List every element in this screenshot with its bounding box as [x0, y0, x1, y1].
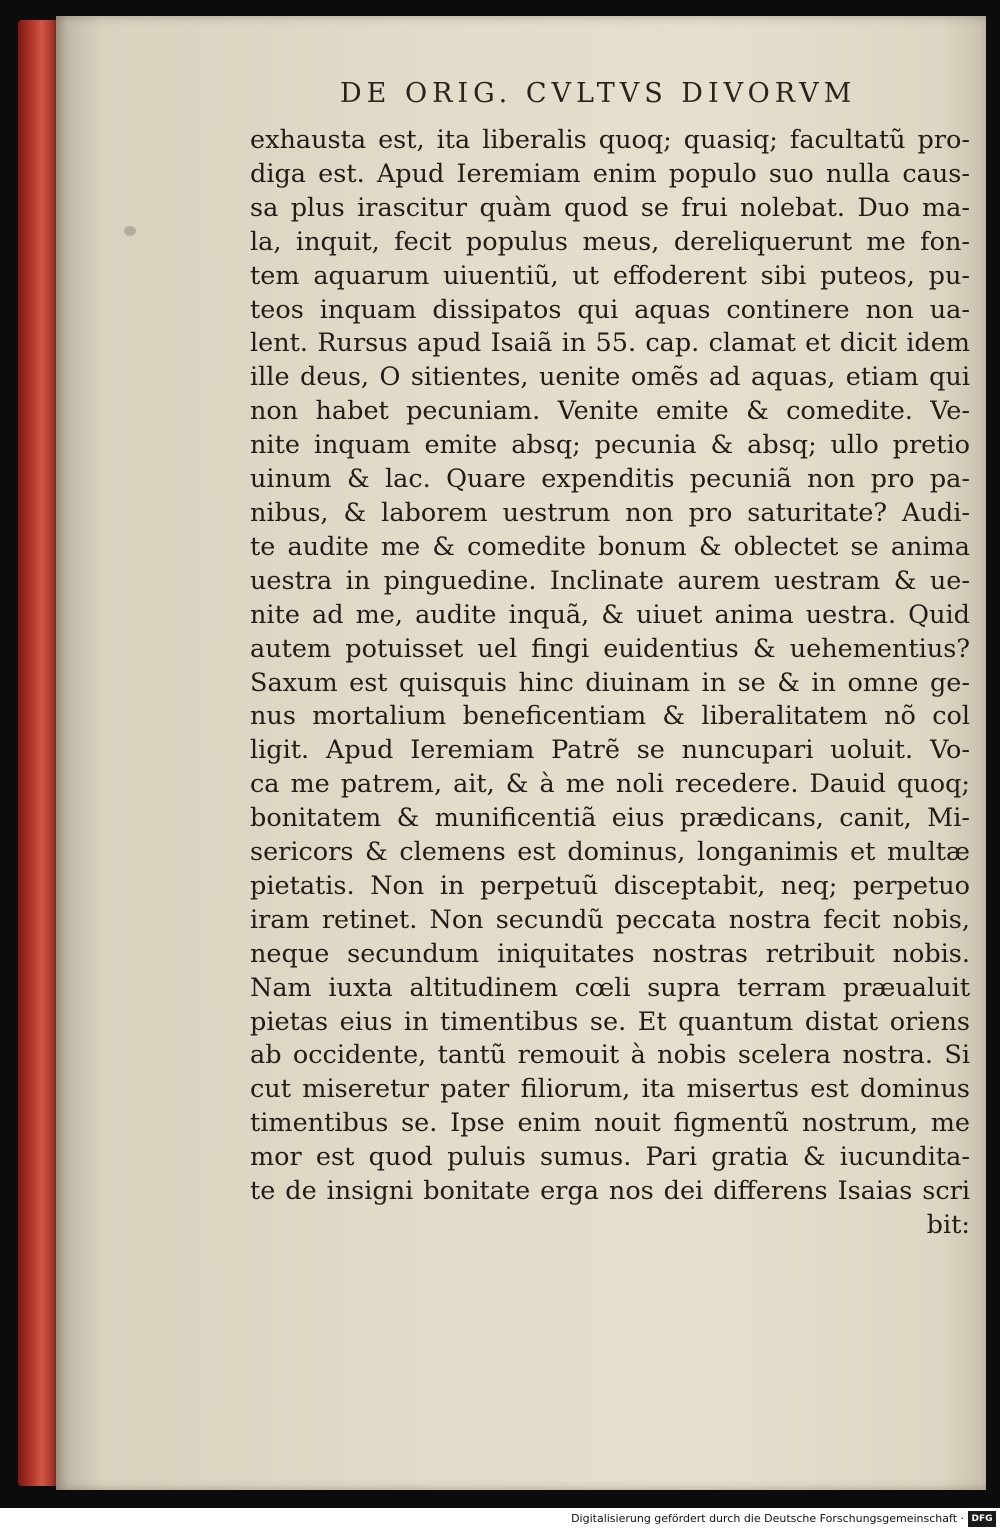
text-line: sericors & clemens est dominus, longanimis et multæ [250, 837, 970, 868]
text-line: cut miseretur pater filiorum, ita misertus est dominus [250, 1074, 970, 1105]
text-line: tem aquarum uiuentiũ, ut effoderent sibi puteos, pu- [250, 260, 970, 291]
text-line: te audite me & comedite bonum & oblectet se anima [250, 531, 970, 562]
dfg-logo: DFG [968, 1511, 996, 1527]
text-line: iram retinet. Non secundũ peccata nostra fecit nobis, [250, 904, 970, 935]
text-line: ca me patrem, ait, & à me noli recedere. Dauid quoq; [250, 769, 970, 800]
text-line: timentibus se. Ipse enim nouit figmentũ nostrum, me [250, 1108, 970, 1139]
text-line: mor est quod puluis sumus. Pari gratia & iucundita- [250, 1142, 970, 1173]
text-line: teos inquam dissipatos qui aquas continere non ua- [250, 294, 970, 325]
funding-notice: Digitalisierung gefördert durch die Deutsche Forschungsgemeinschaft · [571, 1512, 964, 1525]
text-line: Nam iuxta altitudinem cœli supra terram præualuit [250, 972, 970, 1003]
text-line: diga est. Apud Ieremiam enim populo suo nulla caus- [250, 158, 970, 189]
text-line: nibus, & laborem uestrum non pro saturitate? Audi- [250, 497, 970, 528]
paper-smudge [124, 226, 136, 236]
text-line: la, inquit, fecit populus meus, dereliquerunt me fon- [250, 226, 970, 257]
text-line: exhausta est, ita liberalis quoq; quasiq; facultatũ pro- [250, 125, 970, 155]
text-line: lent. Rursus apud Isaiã in 55. cap. clamat et dicit idem [250, 328, 970, 359]
book-edge [18, 20, 58, 1486]
text-line: ille deus, O sitientes, uenite omẽs ad aquas, etiam qui [250, 362, 970, 393]
text-line: autem potuisset uel fingi euidentius & uehementius? [250, 633, 970, 664]
text-line: nite ad me, audite inquã, & uiuet anima uestra. Quid [250, 599, 970, 630]
text-line: pietas eius in timentibus se. Et quantum distat oriens [250, 1006, 970, 1037]
text-line: sa plus irascitur quàm quod se frui nolebat. Duo ma- [250, 192, 970, 223]
footer-bar [0, 1508, 1000, 1532]
text-line: nite inquam emite absq; pecunia & absq; ullo pretio [250, 430, 970, 461]
text-line: pietatis. Non in perpetuũ disceptabit, neq; perpetuo [250, 870, 970, 901]
text-line: uinum & lac. Quare expenditis pecuniã non pro pa- [250, 464, 970, 495]
body-text [250, 124, 970, 1243]
text-line: bonitatem & munificentiã eius prædicans, canit, Mi- [250, 803, 970, 834]
running-head: DE ORIG. CVLTVS DIVORVM [340, 78, 857, 109]
text-line: ab occidente, tantũ remouit à nobis scelera nostra. Si [250, 1040, 970, 1071]
catchword: bit: [926, 1210, 970, 1240]
text-line: te de insigni bonitate erga nos dei differens Isaias scri [250, 1176, 970, 1207]
text-line: neque secundum iniquitates nostras retribuit nobis. [250, 938, 970, 969]
text-line: non habet pecuniam. Venite emite & comedite. Ve- [250, 396, 970, 427]
text-line: Saxum est quisquis hinc diuinam in se & in omne ge- [250, 667, 970, 698]
text-line: ligit. Apud Ieremiam Patrẽ se nuncupari uoluit. Vo- [250, 735, 970, 766]
text-line: nus mortalium beneficentiam & liberalitatem nõ col [250, 701, 970, 732]
text-line: uestra in pinguedine. Inclinate aurem uestram & ue- [250, 565, 970, 596]
